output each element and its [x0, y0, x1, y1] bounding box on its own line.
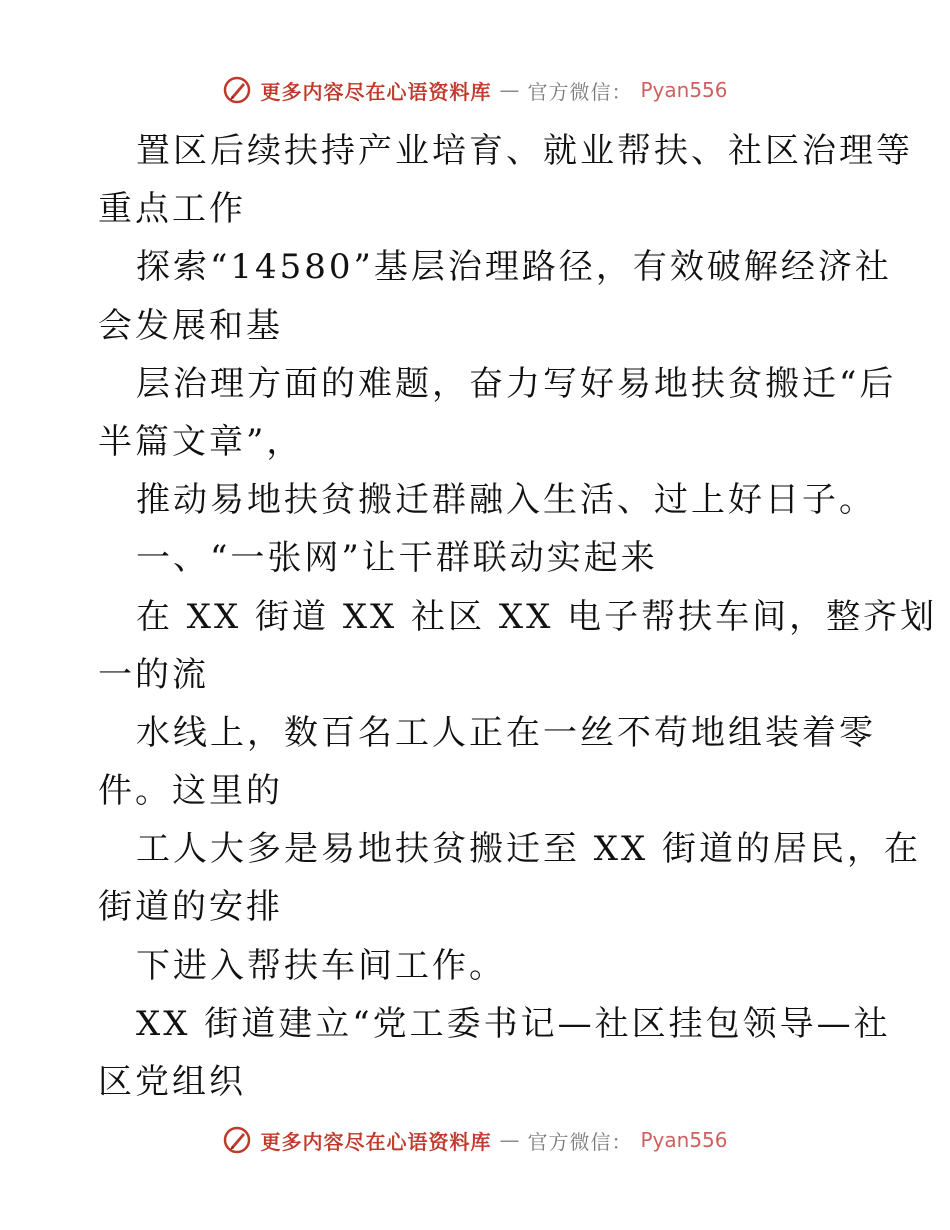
section-heading: 一、“一张网”让干群联动实起来 [136, 538, 658, 579]
paragraph-line: 工人大多是易地扶贫搬迁至 XX 街道的居民，在 [136, 829, 922, 870]
paragraph-line: 在 XX 街道 XX 社区 XX 电子帮扶车间，整齐划 [136, 596, 938, 637]
paragraph-line: 探索“14580”基层治理路径，有效破解经济社 [136, 247, 892, 288]
footer-watermark [0, 1120, 950, 1160]
paragraph-line: 下进入帮扶车间工作。 [136, 945, 506, 986]
paragraph-line: 重点工作 [98, 189, 246, 230]
paragraph-line: 件。这里的 [98, 771, 283, 812]
paragraph-line: 街道的安排 [98, 887, 283, 928]
watermark-separator: — [499, 78, 520, 102]
paragraph-line: XX 街道建立“党工委书记—社区挂包领导—社 [136, 1003, 891, 1044]
quill-logo-icon [222, 75, 252, 105]
document-body [98, 122, 938, 1111]
header-watermark [0, 70, 950, 110]
watermark-official-label: 官方微信： [527, 1129, 633, 1154]
watermark-wechat-id: Pyan556 [640, 1128, 728, 1152]
paragraph-line: 层治理方面的难题，奋力写好易地扶贫搬迁“后 [136, 363, 897, 404]
watermark-official-label: 官方微信： [527, 79, 633, 104]
paragraph-line: 一的流 [98, 654, 209, 695]
quill-logo-icon [222, 1125, 252, 1155]
paragraph-line: 会发展和基 [98, 305, 283, 346]
paragraph-line: 推动易地扶贫搬迁群融入生活、过上好日子。 [136, 480, 876, 521]
watermark-site-text: 更多内容尽在心语资料库 [260, 79, 492, 104]
paragraph-line: 置区后续扶持产业培育、就业帮扶、社区治理等 [136, 131, 913, 171]
watermark-wechat-id: Pyan556 [640, 78, 728, 102]
watermark-separator: — [499, 1128, 520, 1152]
paragraph-line: 水线上，数百名工人正在一丝不苟地组装着零 [136, 712, 876, 753]
watermark-site-text: 更多内容尽在心语资料库 [260, 1129, 492, 1154]
paragraph-line: 半篇文章”， [98, 421, 304, 462]
paragraph-line: 区党组织 [98, 1062, 246, 1102]
